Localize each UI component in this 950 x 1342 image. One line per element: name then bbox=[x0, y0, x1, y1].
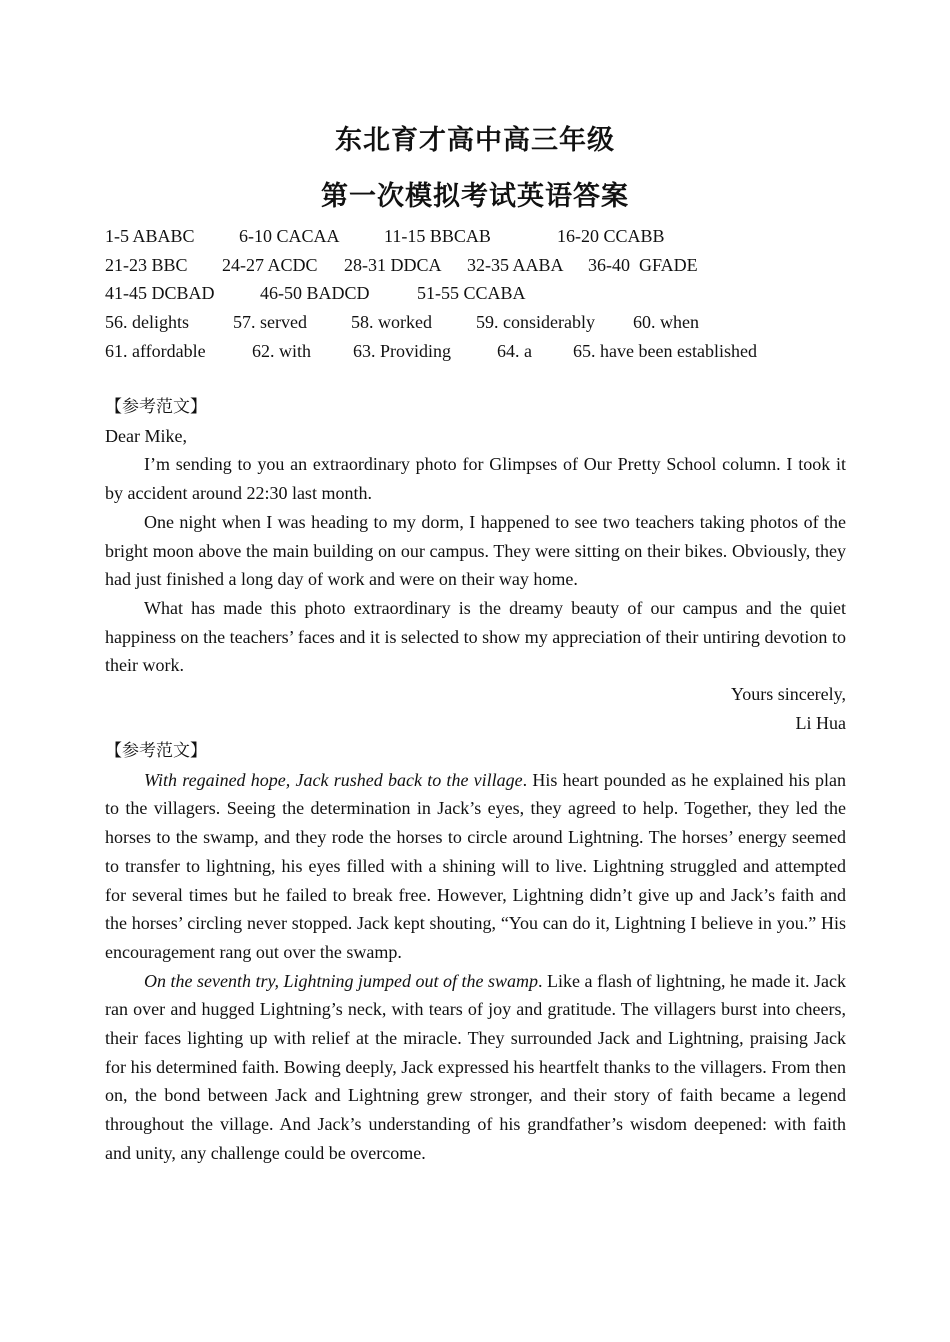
answer-group: 65. have been established bbox=[573, 340, 757, 361]
answer-group: 24-27 ACDC bbox=[222, 254, 318, 275]
answer-group: 61. affordable bbox=[105, 340, 206, 361]
paragraph-text: . His heart pounded as he explained his plan to the villagers. Seeing the determination in Jack’s eyes, they agreed to help. Together, they led the horses to the swamp, and they rode the horses to circle around Lightning. The horses’ energy seemed to transfer to lightning, his eyes filled with a shining will to live. Lightning struggled and attempted for several times but he failed to break free. However, Lightning didn’t give up and Jack’s faith and the horses’ circling never stopped. Jack kept shouting, “You can do it, Lightning I believe in you.” His encouragement rang out over the swamp. bbox=[105, 769, 846, 962]
page-title: 东北育才高中高三年级 bbox=[335, 125, 615, 156]
paragraph bbox=[105, 967, 846, 1168]
section-label: 【参考范文】 bbox=[105, 741, 207, 761]
signature: Li Hua bbox=[795, 712, 846, 733]
section-label: 【参考范文】 bbox=[105, 397, 207, 417]
answer-group: 62. with bbox=[252, 340, 312, 361]
answer-row bbox=[105, 279, 850, 308]
paragraph-lead: On the seventh try, Lightning jumped out of the swamp bbox=[144, 970, 539, 991]
paragraph: I’m sending to you an extraordinary photo for Glimpses of Our Pretty School column. I took it by accident around 22:30 last month. bbox=[105, 454, 846, 504]
answer-group: 11-15 BBCAB bbox=[384, 226, 491, 246]
salutation: Dear Mike, bbox=[105, 425, 187, 446]
answer-group: 21-23 BBC bbox=[105, 254, 188, 275]
answer-group: 16-20 CCABB bbox=[557, 226, 665, 246]
paragraph bbox=[105, 766, 846, 967]
answer-group: 51-55 CCABA bbox=[417, 283, 526, 304]
sample-essay-letter bbox=[105, 393, 846, 737]
answer-group: 1-5 ABABC bbox=[105, 226, 195, 246]
answer-group: 28-31 DDCA bbox=[344, 254, 442, 275]
answer-row bbox=[105, 222, 850, 251]
paragraph-text: . Like a flash of lightning, he made it. Jack ran over and hugged Lightning’s neck, with tears of joy and gratitude. The villagers burst into cheers, their faces lighting up with relief at the miracle. They surrounded Jack and Lightning, praising Jack for his determined faith. Bowing deeply, Jack expressed his heartfelt thanks to the villagers. From then on, the bond between Jack and Lightning grew stronger, and their story of faith became a legend throughout the village. And Jack’s understanding of his grandfather’s wisdom deepened: with faith and unity, any challenge could be overcome. bbox=[105, 970, 846, 1163]
answer-group: 32-35 AABA bbox=[467, 254, 564, 275]
closing: Yours sincerely, bbox=[731, 684, 846, 705]
answer-key bbox=[105, 222, 850, 365]
answer-group: 36-40 GFADE bbox=[588, 254, 698, 275]
sample-essay-continuation bbox=[105, 737, 846, 1168]
answer-group: 64. a bbox=[497, 340, 532, 361]
answer-group: 60. when bbox=[633, 312, 699, 333]
answer-group: 46-50 BADCD bbox=[260, 283, 370, 304]
answer-group: 57. served bbox=[233, 312, 307, 333]
paragraph-lead: With regained hope, Jack rushed back to the village bbox=[144, 769, 523, 790]
answer-group: 63. Providing bbox=[353, 340, 452, 361]
paragraph: What has made this photo extraordinary is the dreamy beauty of our campus and the quiet happiness on the teachers’ faces and it is selected to show my appreciation of their untiring devotion to their work. bbox=[105, 597, 846, 676]
answer-group: 6-10 CACAA bbox=[239, 226, 340, 246]
answer-group: 56. delights bbox=[105, 312, 189, 333]
paragraph: One night when I was heading to my dorm, I happened to see two teachers taking photos of the bright moon above the main building on our campus. They were sitting on their bikes. Obviously, they had just finished a long day of work and were on their way home. bbox=[105, 511, 846, 590]
answer-row bbox=[105, 308, 850, 337]
answer-group: 58. worked bbox=[351, 312, 432, 333]
answer-row bbox=[105, 251, 850, 280]
answer-row bbox=[105, 337, 850, 366]
page-subtitle: 第一次模拟考试英语答案 bbox=[321, 181, 629, 212]
answer-group: 41-45 DCBAD bbox=[105, 283, 215, 304]
answer-group: 59. considerably bbox=[476, 312, 595, 333]
